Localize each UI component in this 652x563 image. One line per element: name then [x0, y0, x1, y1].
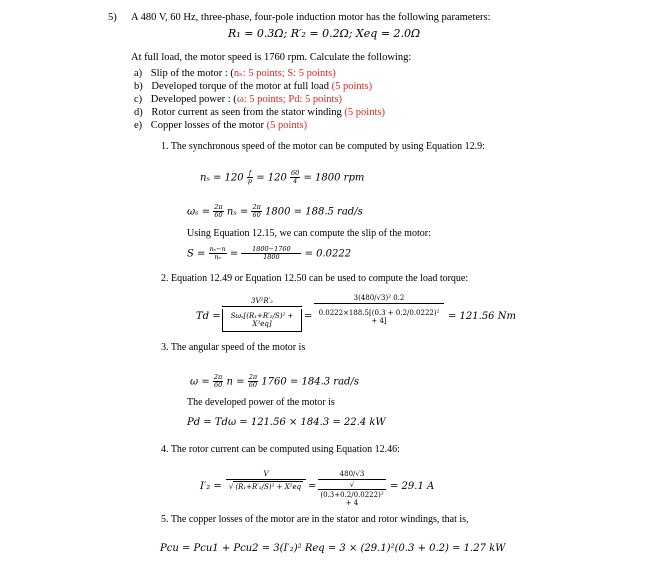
- part-points: (5 points): [331, 81, 373, 92]
- synchronous-speed-equation: [200, 170, 364, 186]
- developed-power-intro: The developed power of the motor is: [187, 397, 335, 408]
- eq-part: Sωₛ[(R₁+R′₂/S)² + X²eq]: [222, 309, 302, 332]
- part-points: ω: 5 points; Pd: 5 points): [236, 94, 343, 105]
- omega-equation: ω = $\frac{2\pi}{60}$ n = $\frac{2\pi}{60}$ 1760 = 184.3 rad/s: [190, 373, 359, 390]
- part-b: [134, 81, 372, 93]
- part-text: Rotor current as seen from the stator winding: [151, 107, 345, 118]
- motor-parameters: R₁ = 0.3Ω; R′₂ = 0.2Ω; Xeq = 2.0Ω: [228, 27, 421, 40]
- step-5-text: 5. The copper losses of the motor are in the stator and rotor windings, that is,: [161, 514, 469, 525]
- part-points: (5 points): [344, 107, 385, 118]
- eq-part: 3V²R′₂: [222, 297, 302, 307]
- eq-part: (0.3+0.2/0.0222)² + 4: [318, 489, 386, 507]
- torque-fraction-1: [222, 297, 302, 332]
- eq-part: 1800: [263, 253, 280, 262]
- eq-part: ω =: [190, 376, 210, 388]
- rotor-current-lhs: I′₂ =: [200, 481, 222, 492]
- torque-lhs: Td =: [196, 311, 221, 322]
- eq-part: = 120: [256, 172, 287, 184]
- torque-result: = 121.56 Nm: [448, 311, 516, 322]
- eq-part: 1800 = 188.5 rad/s: [265, 206, 363, 218]
- copper-losses-equation: Pcu = Pcu1 + Pcu2 = 3(I′₂)² Req = 3 × (29.1)²(0.3 + 0.2) = 1.27 kW: [160, 543, 506, 554]
- part-d: [134, 107, 385, 119]
- part-text: Developed torque of the motor at full load: [151, 81, 332, 92]
- torque-fraction-2: [314, 294, 444, 328]
- eq-part: 60: [213, 381, 223, 390]
- eq-part: nₛ = 120: [200, 172, 244, 184]
- part-points: (5 points): [266, 120, 308, 131]
- step-3-text: 3. The angular speed of the motor is: [161, 342, 306, 353]
- part-label: a): [134, 68, 143, 79]
- document-page: 5) A 480 V, 60 Hz, three-phase, four-pole induction motor has the following parameters: R₁ = 0.3Ω; R′₂ = 0.2Ω; Xeq = 2.0Ω At full load, the motor speed is 1760 rpm. Calculate the following: a) Slip of the motor : (nₛ: 5 points; S: 5 points) b) Developed torque of the motor at full load (5 points) c) Developed power : (ω: 5 points; Pd: 5 points) d) Rotor current as seen from the stator winding (5 points) e) Copper losses of the motor (5 points) 1. The synchronous speed of the motor can be computed by using Equation 12.9: nₛ = 120 $\frac{f}{p}$ = 120 $\frac{60}{4}$ = 1800 rpm ωₛ = $\frac{2\pi}{60}$ nₛ = $\frac{2\pi}{60}$ 1800 = 188.5 rad/s Using Equation 12.15, we can compute the slip of the motor: S = $\frac{\text{nₛ−n}}{\text{nₛ}}$ = $\frac{1800-1760}{1800}$ = 0.0222 2. Equation 12.49 or Equation 12.50 can be used to compute the load torque: Td = 3V²R′₂ Sωₛ[(R₁+R′₂/S)² + X²eq] = $\frac{\text{3(480/√3)² 0.2}}{\text{0.0222×188.5[(0.3 + 0.2/0.0222)² + 4]}}$ = 121.56 Nm 3. The angular speed of the motor is ω = $\frac{2\pi}{60}$ n = $\frac{2\pi}{60}$ 1760 = 184.3 rad/s The developed power of the motor is Pd = Tdω = 121.56 × 184.3 = 22.4 kW 4. The rotor current can be computed using Equation 12.46: I′₂ = $\frac{V}{\text{√ (R₁+R′₂/S)² + X²eq}}$ = $\frac{480/√3}{\text{√(0.3+0.2/0.0222)² + 4}}$ = 29.1 A 5. The copper losses of the motor are in the stator and rotor windings, that is, Pcu = Pcu1 + Pcu2 = 3(I′₂)² Req = 3 × (29.1)²(0.3 + 0.2) = 1.27 kW: [108, 12, 516, 554]
- developed-power-equation: Pd = Tdω = 121.56 × 184.3 = 22.4 kW: [187, 417, 386, 428]
- eq-part: nₛ =: [226, 206, 249, 218]
- part-label: c): [134, 94, 143, 105]
- eq-part: ωₛ =: [187, 206, 211, 218]
- step-1-text: 1. The synchronous speed of the motor can be computed by using Equation 12.9:: [161, 141, 485, 152]
- problem-statement: A 480 V, 60 Hz, three-phase, four-pole induction motor has the following parameters:: [131, 12, 491, 23]
- eq-part: 0.0222×188.5[(0.3 + 0.2/0.0222)² + 4]: [318, 309, 440, 325]
- eq-part: p: [247, 177, 252, 186]
- slip-equation: S = $\frac{\text{nₛ−n}}{\text{nₛ}}$ = $\frac{1800-1760}{1800}$ = 0.0222: [187, 245, 352, 262]
- eq-part: = 1800 rpm: [303, 172, 365, 184]
- part-label: d): [134, 107, 143, 118]
- part-text: Slip of the motor : (: [150, 68, 234, 79]
- eq-part: n =: [226, 376, 245, 388]
- rotor-current-result: = 29.1 A: [390, 481, 435, 492]
- eq-part: 1800−1760: [241, 246, 301, 254]
- part-label: e): [134, 120, 143, 131]
- part-a: [134, 68, 336, 80]
- part-text: Developed power : (: [150, 94, 237, 105]
- part-points: nₛ: 5 points; S: 5 points): [233, 68, 336, 79]
- step-2-text: 2. Equation 12.49 or Equation 12.50 can be used to compute the load torque:: [161, 273, 469, 284]
- eq-part: 2π: [213, 373, 223, 381]
- eq-part: S =: [187, 248, 206, 260]
- part-text: Copper losses of the motor: [150, 120, 267, 131]
- eq-part: f: [248, 169, 252, 177]
- eq-part: 480/√3: [318, 470, 386, 480]
- eq-part: 60: [214, 211, 223, 220]
- eq-part: (R₁+R′₂/S)² + X²eq: [235, 483, 302, 491]
- problem-condition: At full load, the motor speed is 1760 rpm. Calculate the following:: [131, 52, 412, 63]
- part-e: [134, 120, 307, 132]
- eq-part: nₛ: [214, 253, 221, 262]
- eq-part: 2π: [214, 203, 223, 211]
- part-c: [134, 94, 342, 106]
- eq-part: 3(480/√3)² 0.2: [314, 294, 444, 304]
- part-label: b): [134, 81, 143, 92]
- eq-part: 1760 = 184.3 rad/s: [261, 376, 359, 388]
- eq-part: nₛ−n: [209, 245, 226, 253]
- problem-number: 5): [108, 12, 117, 23]
- eq-part: 4: [293, 177, 298, 186]
- eq-part: = 0.0222: [304, 248, 352, 260]
- eq-part: 60: [291, 169, 300, 177]
- rotor-current-fraction-2: $\frac{480/√3}{\text{√(0.3+0.2/0.0222)² + 4}}$: [318, 470, 386, 507]
- omega-s-equation: ωₛ = $\frac{2\pi}{60}$ nₛ = $\frac{2\pi}{60}$ 1800 = 188.5 rad/s: [187, 203, 363, 220]
- rotor-current-fraction-1: $\frac{V}{\text{√ (R₁+R′₂/S)² + X²eq}}$: [226, 470, 306, 491]
- slip-intro: Using Equation 12.15, we can compute the slip of the motor:: [187, 228, 431, 239]
- eq-part: V: [226, 470, 306, 480]
- step-4-text: 4. The rotor current can be computed using Equation 12.46:: [161, 444, 400, 455]
